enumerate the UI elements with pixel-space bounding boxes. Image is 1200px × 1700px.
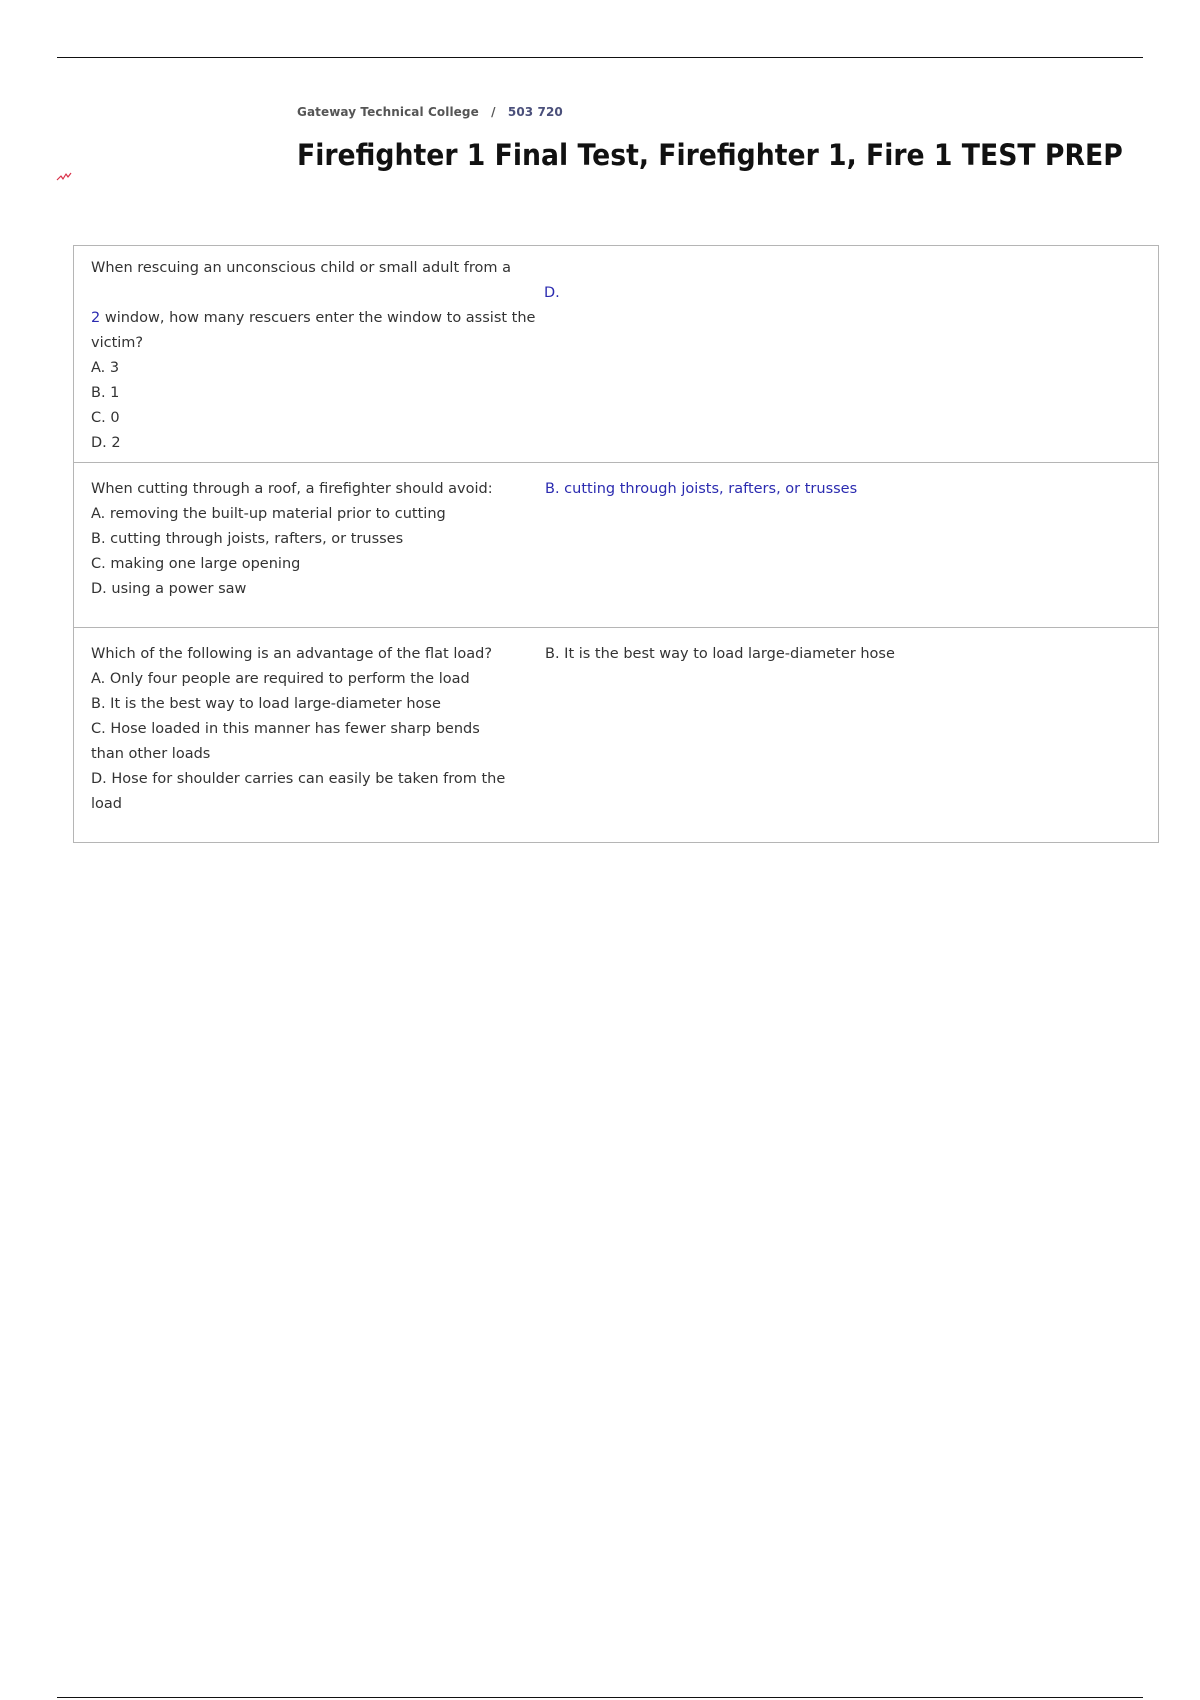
option-a: A. 3 — [91, 360, 120, 376]
answer-value: 2 — [91, 310, 101, 326]
option-b: B. 1 — [91, 385, 120, 401]
question-text — [91, 477, 561, 602]
breadcrumb-separator: / — [491, 105, 496, 119]
flashcard — [74, 246, 1158, 463]
question-line: When rescuing an unconscious child or small adult from a — [91, 260, 511, 276]
question-line: victim? — [91, 335, 144, 351]
option-b: B. It is the best way to load large-diameter hose — [91, 696, 441, 712]
answer-text: D. — [544, 285, 560, 301]
option-d: D. 2 — [91, 435, 121, 451]
page-title: Firefighter 1 Final Test, Firefighter 1, Fire 1 TEST PREP — [297, 138, 1123, 172]
question-line: Which of the following is an advantage of the flat load? — [91, 646, 493, 662]
option-b: B. cutting through joists, rafters, or trusses — [91, 531, 404, 547]
breadcrumb-course[interactable]: 503 720 — [507, 105, 563, 119]
scribble-icon — [56, 170, 72, 182]
flashcard-list — [73, 245, 1159, 843]
top-rule — [57, 57, 1143, 58]
option-d: D. using a power saw — [91, 581, 247, 597]
question-text — [91, 642, 506, 817]
option-a: A. Only four people are required to perform the load — [91, 671, 470, 687]
question-line — [91, 306, 561, 331]
flashcard — [74, 463, 1158, 628]
answer-text: B. cutting through joists, rafters, or trusses — [545, 481, 858, 497]
question-line: When cutting through a roof, a firefighter should avoid: — [91, 481, 493, 497]
flashcard — [74, 628, 1158, 842]
answer-text: B. It is the best way to load large-diameter hose — [545, 646, 895, 662]
question-line-text: window, how many rescuers enter the window to assist the — [100, 310, 536, 326]
question-text — [91, 256, 561, 456]
option-c: C. making one large opening — [91, 556, 301, 572]
breadcrumb-institution[interactable]: Gateway Technical College — [297, 105, 479, 119]
spacer-line — [91, 281, 561, 306]
bottom-rule — [57, 1697, 1143, 1698]
option-a: A. removing the built-up material prior to cutting — [91, 506, 446, 522]
option-c: C. 0 — [91, 410, 120, 426]
breadcrumb — [297, 101, 563, 120]
option-c: C. Hose loaded in this manner has fewer sharp bends than other loads — [91, 721, 480, 762]
option-d: D. Hose for shoulder carries can easily be taken from the load — [91, 771, 506, 812]
